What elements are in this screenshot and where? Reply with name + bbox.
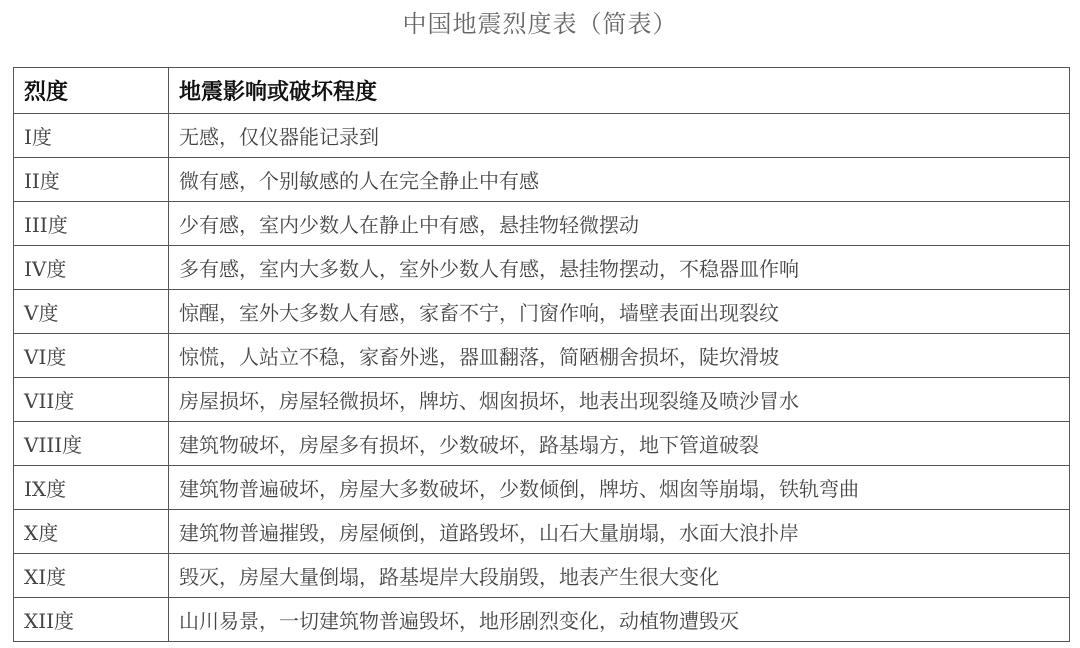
intensity-table <box>13 67 1070 642</box>
intensity-level: X度 <box>14 510 169 554</box>
table-row <box>14 598 1070 642</box>
table-row <box>14 202 1070 246</box>
intensity-level: XII度 <box>14 598 169 642</box>
impact-description: 惊醒，室外大多数人有感，家畜不宁，门窗作响，墙壁表面出现裂纹 <box>169 290 1070 334</box>
intensity-level: II度 <box>14 158 169 202</box>
intensity-level: I度 <box>14 114 169 158</box>
impact-description: 无感，仅仪器能记录到 <box>169 114 1070 158</box>
intensity-level: VI度 <box>14 334 169 378</box>
intensity-level: VIII度 <box>14 422 169 466</box>
table-row <box>14 422 1070 466</box>
table-header-row <box>14 68 1070 114</box>
table-row <box>14 334 1070 378</box>
header-intensity: 烈度 <box>14 68 169 114</box>
impact-description: 少有感，室内少数人在静止中有感，悬挂物轻微摆动 <box>169 202 1070 246</box>
impact-description: 山川易景，一切建筑物普遍毁坏，地形剧烈变化，动植物遭毁灭 <box>169 598 1070 642</box>
intensity-level: V度 <box>14 290 169 334</box>
impact-description: 微有感，个别敏感的人在完全静止中有感 <box>169 158 1070 202</box>
impact-description: 多有感，室内大多数人，室外少数人有感，悬挂物摆动，不稳器皿作响 <box>169 246 1070 290</box>
intensity-level: III度 <box>14 202 169 246</box>
impact-description: 建筑物破坏，房屋多有损坏，少数破坏，路基塌方，地下管道破裂 <box>169 422 1070 466</box>
impact-description: 毁灭，房屋大量倒塌，路基堤岸大段崩毁，地表产生很大变化 <box>169 554 1070 598</box>
impact-description: 建筑物普遍摧毁，房屋倾倒，道路毁坏，山石大量崩塌，水面大浪扑岸 <box>169 510 1070 554</box>
table-row <box>14 158 1070 202</box>
impact-description: 建筑物普遍破坏，房屋大多数破坏，少数倾倒，牌坊、烟囱等崩塌，铁轨弯曲 <box>169 466 1070 510</box>
table-row <box>14 246 1070 290</box>
intensity-level: IV度 <box>14 246 169 290</box>
table-row <box>14 114 1070 158</box>
table-row <box>14 466 1070 510</box>
header-impact: 地震影响或破坏程度 <box>169 68 1070 114</box>
impact-description: 惊慌，人站立不稳，家畜外逃，器皿翻落，简陋棚舍损坏，陡坎滑坡 <box>169 334 1070 378</box>
impact-description: 房屋损坏，房屋轻微损坏，牌坊、烟囱损坏，地表出现裂缝及喷沙冒水 <box>169 378 1070 422</box>
table-row <box>14 378 1070 422</box>
intensity-level: XI度 <box>14 554 169 598</box>
intensity-level: VII度 <box>14 378 169 422</box>
table-row <box>14 554 1070 598</box>
page-title: 中国地震烈度表（简表） <box>402 10 678 38</box>
table-row <box>14 510 1070 554</box>
intensity-level: IX度 <box>14 466 169 510</box>
table-row <box>14 290 1070 334</box>
